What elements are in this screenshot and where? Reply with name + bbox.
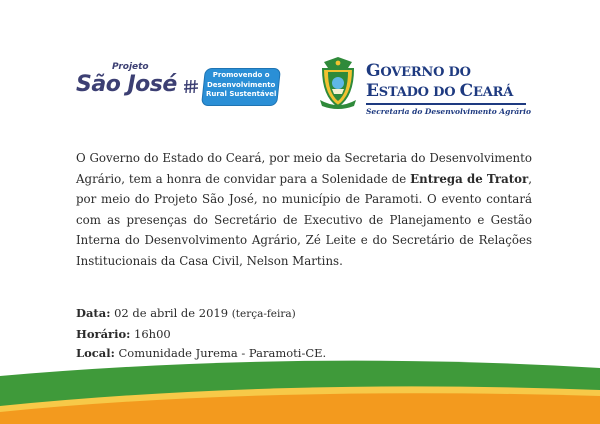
invitation-text-2: , por meio do Projeto São José, no município de Paramoti. O evento contará com as presenças do Secretário de Executivo de Planejamento e Gestão Interna do Desenvolvimento Agrário, Zé Leite e do Secretário de Relações Institucionais da Casa Civil, Nelson Martins. bbox=[76, 171, 532, 268]
brasao-ceara-icon bbox=[318, 56, 358, 110]
detail-time bbox=[76, 325, 326, 345]
place-label: Local: bbox=[76, 346, 115, 360]
governo-divider bbox=[366, 103, 526, 105]
governo-ceara-logo bbox=[366, 62, 566, 116]
governo-title-line2: ESTADO DO CEARÁ bbox=[366, 81, 514, 101]
badge-line: Promovendo o bbox=[212, 71, 270, 79]
detail-date bbox=[76, 304, 326, 325]
date-label: Data: bbox=[76, 306, 111, 320]
badge-line: Rural Sustentável bbox=[205, 90, 277, 98]
logo-projeto-text: Projeto bbox=[112, 62, 149, 72]
sao-jose-logo bbox=[76, 56, 276, 112]
date-note: (terça-feira) bbox=[231, 308, 296, 320]
date-value: 02 de abril de 2019 bbox=[110, 306, 232, 320]
invitation-paragraph bbox=[76, 148, 532, 272]
decorative-waves bbox=[0, 356, 600, 424]
time-label: Horário: bbox=[76, 326, 131, 341]
hash-icon bbox=[184, 78, 198, 94]
logo-badge bbox=[202, 69, 280, 105]
governo-subtitle: Secretaria do Desenvolvimento Agrário bbox=[366, 106, 531, 116]
governo-title-line1: GOVERNO DO bbox=[366, 61, 471, 81]
logo-sao-jose-text: São José bbox=[76, 72, 177, 97]
place-value: Comunidade Jurema - Paramoti-CE. bbox=[114, 346, 327, 360]
time-value: 16h00 bbox=[130, 326, 171, 341]
badge-line: Desenvolvimento bbox=[206, 80, 276, 89]
header-logos bbox=[0, 48, 600, 118]
invitation-text-1: O Governo do Estado do Ceará, por meio da Secretaria do Desenvolvimento Agrário, tem a honra de convidar para a Solenidade de bbox=[76, 151, 532, 186]
invitation-highlight: Entrega de Trator bbox=[410, 171, 529, 186]
event-details bbox=[76, 304, 326, 364]
